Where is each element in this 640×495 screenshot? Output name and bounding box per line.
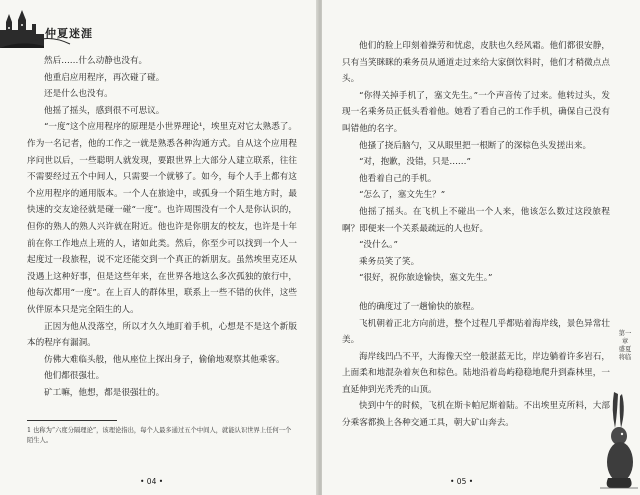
left-body-text xyxy=(27,53,297,401)
paragraph: “没什么。” xyxy=(359,240,398,251)
right-page xyxy=(322,0,640,495)
paragraph: “很好，祝你旅途愉快，塞文先生。” xyxy=(359,273,493,284)
chapter-side-label: 第一章 盛夏将临 xyxy=(618,330,632,361)
footnote: 1 也称为“六度分隔理论”，该理论指出，每个人最多通过五个中间人，就能认识世界上任何一个陌生人。 xyxy=(27,427,292,444)
right-body-text xyxy=(342,38,610,432)
paragraph: “一度”这个应用程序的原理是小世界理论¹，埃里克对它太熟悉了。作为一名记者，他的工作之一就是熟悉各种沟通方式。自从这个应用程序问世以后，一些聪明人就发现，要跟世界上大部分人建立联系，往往不需要经过五个中间人，只需要一个就够了。如今，每个人手上都有这个应用程序的通用版本。一个人在旅途中，或孤身一个陌生地方时，最快速的交友途径就是碰一碰“一度”。也许周围没有一个人是你认识的，但你的熟人的熟人兴许就在附近。他也许是你朋友的校友，也许是十年前在你工作地点上班的人，诸如此类。然后，你至少可以找到一个人一起度过一段旅程，说不定还能交到一个真正的新朋友。虽然埃里克还从没遇上这种好事，但是这些年来，在世界各地这么多次孤独的旅行中，他每次都用“一度”。在上百人的群体里，联系上一些不错的伙伴，这些伙伴原本只是完全陌生的人。 xyxy=(27,122,297,315)
paragraph: 他们都很强壮。 xyxy=(44,371,105,382)
paragraph: 他摇了摇头，感到很不可思议。 xyxy=(44,105,165,116)
page-number: • 05 • xyxy=(450,477,474,486)
rabbit-illustration-icon xyxy=(594,388,640,492)
section-break xyxy=(342,287,610,299)
page-number: • 04 • xyxy=(140,477,164,486)
paragraph: 他摇了摇头。在飞机上不碰出一个人来，他该怎么数过这段旅程啊？即便来一个关系最疏远的人也好。 xyxy=(342,206,610,234)
paragraph: 乘务员笑了笑。 xyxy=(359,256,420,267)
paragraph: 快到中午的时候，飞机在斯卡帕尼斯着陆。不出埃里克所料，大部分乘客都换上各种交通工具，朝大矿山奔去。 xyxy=(342,401,610,429)
left-page xyxy=(0,0,318,495)
book-title-header: 仲夏迷涯 xyxy=(45,27,93,40)
paragraph: 仿佛大难临头般，他从座位上探出身子，偷偷地观察其他乘客。 xyxy=(44,354,285,365)
paragraph: 他重启应用程序，再次碰了碰。 xyxy=(44,72,165,83)
paragraph: “对，抱歉，没错，只是……” xyxy=(359,157,471,168)
paragraph: 飞机朝着正北方向前进，整个过程几乎都贴着海岸线，景色异常壮美。 xyxy=(342,318,610,346)
paragraph: 海岸线凹凸不平，大海像天空一般湛蓝无比，岸边躺着许多岩石，上面柔和地混杂着灰色和棕色。陆地沿着岛屿稳稳地爬升到森林里，一直延伸到光秃秃的山顶。 xyxy=(342,351,610,395)
paragraph: 他看着自己的手机。 xyxy=(359,173,437,184)
paragraph: 然后……什么动静也没有。 xyxy=(44,56,148,66)
paragraph: “怎么了，塞文先生？” xyxy=(359,190,446,201)
paragraph: 他搔了挠后脑勺，又从眼里把一根断了的深棕色头发搓出来。 xyxy=(359,140,592,151)
paragraph: “你得关掉手机了，塞文先生。”一个声音传了过来。他转过头，发现一名乘务员正低头看着他。她看了看自己的工作手机，确保自己没有叫错他的名字。 xyxy=(342,90,610,134)
paragraph: 还是什么也没有。 xyxy=(44,89,113,100)
paragraph: 正因为他从没落空，所以才久久地盯着手机，心想是不是这个新版本的程序有漏洞。 xyxy=(27,321,297,349)
footnote-divider xyxy=(27,420,117,421)
paragraph: 矿工嘛，他想，都是很强壮的。 xyxy=(44,387,165,398)
paragraph: 他们的脸上印刻着操劳和忧虑，皮肤也久经风霜。他们都很安静，只有当笑眯眯的乘务员从通道走过来给大家倒饮料时，他们才稍微点点头。 xyxy=(342,41,610,85)
paragraph: 他的确度过了一趟愉快的旅程。 xyxy=(359,301,480,312)
